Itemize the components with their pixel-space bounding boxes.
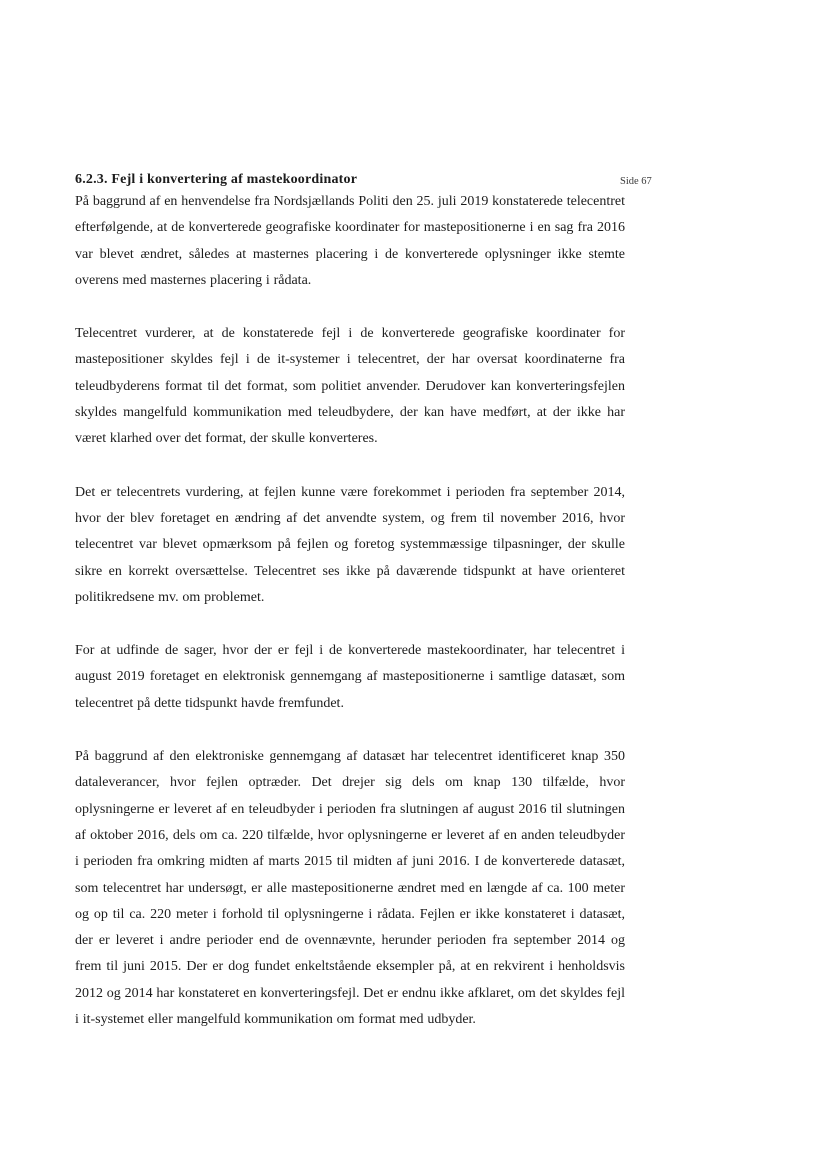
page-number: Side 67 bbox=[620, 176, 652, 187]
paragraph-gap bbox=[75, 453, 625, 480]
section-heading: 6.2.3. Fejl i konvertering af mastekoordinator bbox=[75, 172, 358, 187]
paragraph-4: For at udfinde de sager, hvor der er fejl i de konverterede mastekoordinater, har telecentret i august 2019 foretaget en elektronisk gennemgang af mastepositionerne i samtlige datasæt, som telecentret på dette tidspunkt havde fremfundet. bbox=[75, 643, 625, 711]
paragraph-2: Telecentret vurderer, at de konstaterede fejl i de konverterede geografiske koordinater for mastepositioner skyldes fejl i de it-systemer i telecentret, der har oversat koordinaterne fra teleudbyderens format til det format, som politiet anvender. Derudover kan konverteringsfejlen skyldes mangelfuld kommunikation med teleudbydere, der kan have medført, at der ikke har været klarhed over det format, der skulle konverteres. bbox=[75, 326, 625, 447]
paragraph-gap bbox=[75, 717, 625, 744]
section-content bbox=[75, 170, 625, 1033]
paragraph-1: På baggrund af en henvendelse fra Nordsjællands Politi den 25. juli 2019 konstaterede telecentret efterfølgende, at de konverterede geografiske koordinater for mastepositionerne i en sag fra 2016 var blevet ændret, således at masternes placering i de konverterede oplysninger ikke stemte overens med masternes placering i rådata. bbox=[75, 194, 625, 288]
paragraph-gap bbox=[75, 611, 625, 638]
paragraph-5: På baggrund af den elektroniske gennemgang af datasæt har telecentret identificeret knap 350 dataleverancer, hvor fejlen optræder. Det drejer sig dels om knap 130 tilfælde, hvor oplysningerne er leveret af en teleudbyder i perioden fra slutningen af august 2016 til slutningen af oktober 2016, dels om ca. 220 tilfælde, hvor oplysningerne er leveret af en anden teleudbyder i perioden fra omkring midten af marts 2015 til midten af juni 2016. I de konverterede datasæt, som telecentret har undersøgt, er alle mastepositionerne ændret med en længde af ca. 100 meter og op til ca. 220 meter i forhold til oplysningerne i rådata. Fejlen er ikke konstateret i datasæt, der er leveret i andre perioder end de ovennævnte, herunder perioden fra september 2014 og frem til juni 2015. Der er dog fundet enkeltstående eksempler på, at en rekvirent i henholdsvis 2012 og 2014 har konstateret en konverteringsfejl. Det er endnu ikke afklaret, om det skyldes fejl i it-systemet eller mangelfuld kommunikation om format med udbyder. bbox=[75, 749, 625, 1028]
paragraph-3: Det er telecentrets vurdering, at fejlen kunne være forekommet i perioden fra september 2014, hvor der blev foretaget en ændring af det anvendte system, og frem til november 2016, hvor telecentret var blevet opmærksom på fejlen og foretog systemmæssige tilpasninger, der skulle sikre en korrekt oversættelse. Telecentret ses ikke på daværende tidspunkt at have orienteret politikredsene mv. om problemet. bbox=[75, 484, 625, 605]
paragraph-gap bbox=[75, 294, 625, 321]
